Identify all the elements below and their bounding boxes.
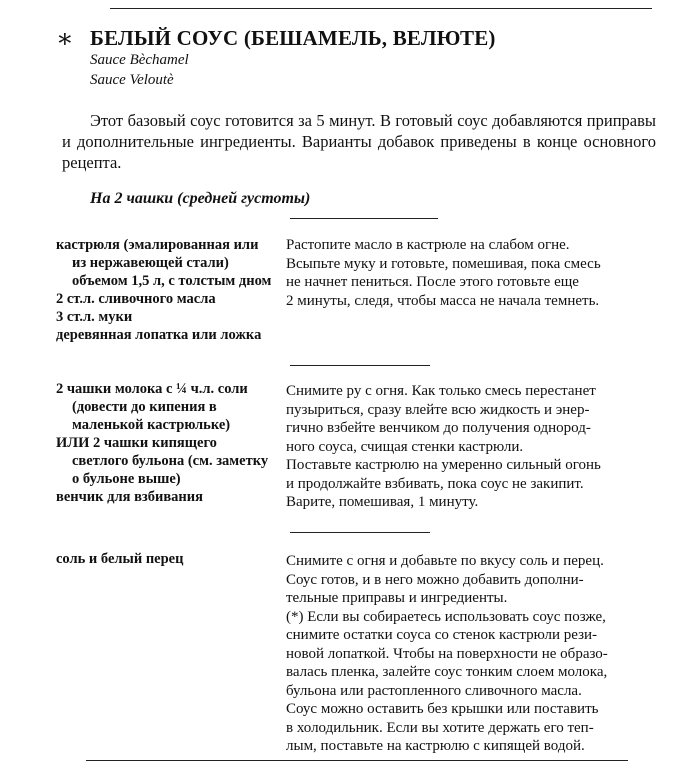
step-line: Варите, помешивая, 1 минуту. bbox=[286, 494, 479, 510]
step-line: снимите остатки соуса со стенок кастрюли рези- bbox=[286, 627, 598, 643]
ingredients-group-2 bbox=[56, 380, 276, 506]
step-line: новой лопаткой. Чтобы на поверхности не образо- bbox=[286, 645, 608, 662]
step-line: и продолжайте взбивать, пока соус не закипит. bbox=[286, 475, 584, 492]
step-line: гично взбейте венчиком до получения однород- bbox=[286, 420, 591, 436]
ingredient-item: 2 ст.л. сливочного масла bbox=[56, 291, 216, 307]
step-line: тельные приправы и ингредиенты. bbox=[286, 590, 508, 606]
ingredients-group-3 bbox=[56, 550, 276, 568]
step-line: Соус можно оставить без крышки или поставить bbox=[286, 701, 599, 717]
step-line: бульона или растопленного сливочного масла. bbox=[286, 682, 582, 699]
recipe-subtitle-bechamel: Sauce Bèchamel bbox=[90, 52, 189, 68]
recipe-intro: Этот базовый соус готовится за 5 минут. В готовый соус добавляются приправы и дополнительные ингредиенты. Варианты добавок приведены в конце основного рецепта. bbox=[62, 111, 656, 172]
step-line: ного соуса, счищая стенки кастрюли. bbox=[286, 438, 524, 455]
step-line: Поставьте кастрюлю на умеренно сильный огонь bbox=[286, 457, 601, 473]
ingredients-group-1 bbox=[56, 236, 276, 344]
ingredient-item: соль и белый перец bbox=[56, 551, 184, 567]
ingredient-item: 2 чашки молока с ¼ ч.л. соли (довести до кипения в маленькой кастрюльке) bbox=[56, 381, 248, 433]
recipe-yield: На 2 чашки (средней густоты) bbox=[90, 190, 311, 207]
ingredient-item: кастрюля (эмалированная или из нержавеющей стали) объемом 1,5 л, с толстым дном bbox=[56, 237, 272, 289]
step-divider-1 bbox=[290, 365, 430, 366]
step-line: валась пленка, залейте соус тонким слоем молока, bbox=[286, 664, 608, 680]
step-line: Снимите с огня и добавьте по вкусу соль и перец. bbox=[286, 553, 604, 569]
step-line: не начнет пениться. После этого готовьте еще bbox=[286, 274, 579, 290]
star-marker: ∗ bbox=[56, 24, 74, 53]
step-line: Снимите ру с огня. Как только смесь перестанет bbox=[286, 383, 596, 399]
recipe-title: БЕЛЫЙ СОУС (БЕШАМЕЛЬ, ВЕЛЮТЕ) bbox=[90, 26, 496, 50]
step-line: Растопите масло в кастрюле на слабом огне. bbox=[286, 237, 570, 253]
step-1 bbox=[286, 236, 666, 310]
yield-rule bbox=[290, 218, 438, 219]
step-line: 2 минуты, следя, чтобы масса не начала темнеть. bbox=[286, 292, 600, 309]
ingredient-item: деревянная лопатка или ложка bbox=[56, 327, 262, 343]
step-3 bbox=[286, 552, 666, 756]
bottom-rule bbox=[86, 760, 628, 761]
step-line: в холодильник. Если вы хотите держать его теп- bbox=[286, 719, 594, 736]
top-rule bbox=[110, 8, 652, 9]
step-line: Соус готов, и в него можно добавить дополни- bbox=[286, 571, 584, 588]
step-line: лым, поставьте на кастрюлю с кипящей водой. bbox=[286, 738, 585, 754]
step-line: (*) Если вы собираетесь использовать соус позже, bbox=[286, 608, 606, 625]
step-line: Всыпьте муку и готовьте, помешивая, пока смесь bbox=[286, 255, 601, 272]
ingredient-item: 3 ст.л. муки bbox=[56, 309, 133, 325]
step-line: пузыриться, сразу влейте всю жидкость и энер- bbox=[286, 401, 590, 418]
ingredient-item: венчик для взбивания bbox=[56, 489, 203, 505]
ingredient-item: ИЛИ 2 чашки кипящего светлого бульона (см. заметку о бульоне выше) bbox=[56, 435, 269, 487]
step-divider-2 bbox=[290, 532, 430, 533]
step-2 bbox=[286, 382, 666, 512]
recipe-subtitle-veloute: Sauce Veloutè bbox=[90, 72, 174, 88]
